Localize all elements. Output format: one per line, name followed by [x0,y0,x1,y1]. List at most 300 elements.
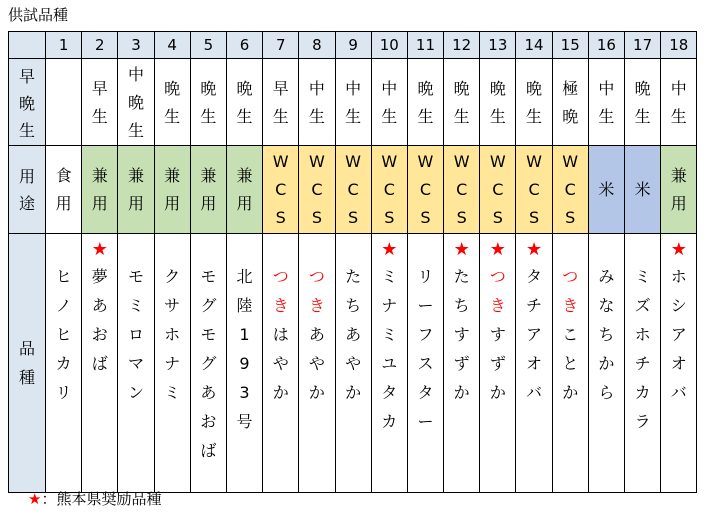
char: か [308,383,325,402]
variety-cell [407,234,443,493]
char: ミ [164,383,181,402]
column-number: 2 [82,32,118,59]
char: S [492,207,503,227]
maturity-label [273,73,289,131]
char: 兼 [127,165,144,185]
maturity-cell [190,59,226,146]
maturity-label [237,73,253,131]
char: カ [381,412,398,431]
char: 晩 [526,79,543,98]
char: 用 [18,166,35,186]
star-icon: ★ [453,239,470,260]
char: き [562,296,579,315]
use-cell [226,146,262,234]
char: バ [670,383,687,402]
star-icon [408,234,443,262]
char: 晩 [164,79,181,98]
maturity-cell [299,59,335,146]
maturity-label [490,73,506,131]
char: 生 [345,107,362,126]
char: 中 [345,79,362,98]
char: 兼 [91,165,108,185]
variety-name [490,262,506,407]
variety-cell [480,234,516,493]
char: き [308,296,325,315]
column-number: 9 [335,32,371,59]
char: 品 [18,339,35,358]
variety-name [309,262,325,407]
use-cell [335,146,371,234]
star-icon [625,234,660,262]
char: こ [562,325,579,344]
char: W [308,151,325,171]
char: み [598,267,615,286]
maturity-cell [661,59,697,146]
char: リ [417,267,434,286]
star-icon [263,234,298,262]
char: か [562,383,579,402]
char: 中 [127,65,144,84]
variety-cell [371,234,407,493]
variety-cell [335,234,371,493]
footnote-text: ：熊本県奨励品種 [41,490,162,508]
char: ロ [127,325,144,344]
use-cell [480,146,516,234]
char: 生 [18,120,35,140]
char: 生 [634,107,651,126]
char: オ [670,354,687,373]
char: ア [670,325,687,344]
char: ミ [634,267,651,286]
star-icon [191,234,226,262]
use-label [345,148,361,232]
char: か [345,383,362,402]
use-header-label [19,163,35,217]
char: す [453,325,470,344]
maturity-label [128,59,144,145]
maturity-label [345,73,361,131]
char: つ [272,267,289,286]
star-icon [589,234,624,262]
char: W [453,151,470,171]
column-number: 10 [371,32,407,59]
char: 晩 [453,79,470,98]
char: 極 [562,79,579,98]
char: S [565,207,576,227]
column-number: 11 [407,32,443,59]
variety-cell [588,234,624,493]
char: C [419,179,432,199]
star-icon [155,234,190,262]
star-icon: ★ [91,239,108,260]
star-icon: ★ [670,239,687,260]
maturity-label [454,73,470,131]
use-cell [588,146,624,234]
char: 米 [634,179,651,199]
maturity-label [200,73,216,131]
char: と [562,354,579,373]
char: カ [634,383,651,402]
use-cell [407,146,443,234]
char: や [345,354,362,373]
char: 用 [127,193,144,213]
char: 晩 [417,79,434,98]
maturity-cell [46,59,82,146]
char: チ [634,354,651,373]
char: ホ [634,325,651,344]
variety-cell [444,234,480,493]
use-header [9,146,46,234]
use-label [526,148,542,232]
maturity-label [635,73,651,131]
variety-row [9,234,697,493]
char: 晩 [18,93,35,113]
char: グ [200,296,217,315]
column-number: 8 [299,32,335,59]
char: 用 [55,193,72,213]
variety-cell [82,234,118,493]
variety-name [635,262,651,436]
char: ヒ [55,325,72,344]
char: ち [453,296,470,315]
char: あ [200,383,217,402]
char: オ [526,354,543,373]
char: 中 [308,79,325,98]
char: 生 [127,121,144,140]
char: や [308,354,325,373]
char: 早 [91,79,108,98]
char: 中 [598,79,615,98]
maturity-cell [588,59,624,146]
star-icon [336,234,371,262]
column-number: 15 [552,32,588,59]
char: W [272,151,289,171]
variety-cell [661,234,697,493]
use-label [200,162,216,218]
variety-name [345,262,361,407]
char: フ [417,325,434,344]
use-cell [625,146,661,234]
char: ク [164,267,181,286]
maturity-cell [82,59,118,146]
char: C [347,179,359,199]
star-icon: ★ [381,239,398,260]
footnote [28,489,161,509]
char: 兼 [236,165,253,185]
star-icon [553,234,588,262]
use-label [164,162,180,218]
char: 生 [598,107,615,126]
char: S [311,207,322,227]
use-label [490,148,506,232]
char: 兼 [200,165,217,185]
variety-cell [154,234,190,493]
char: 用 [236,193,253,213]
char: か [453,383,470,402]
char: 生 [489,107,506,126]
use-label [128,162,144,218]
use-row [9,146,697,234]
char: つ [562,267,579,286]
char: シ [670,296,687,315]
use-label [309,148,325,232]
maturity-label [671,73,687,131]
variety-name [562,262,578,407]
maturity-cell [226,59,262,146]
char: つ [489,267,506,286]
char: 食 [55,165,72,185]
char: モ [200,325,217,344]
char: カ [55,354,72,373]
maturity-label [164,73,180,131]
variety-name [237,262,253,436]
column-number: 14 [516,32,552,59]
maturity-label [598,73,614,131]
char: 晩 [236,79,253,98]
maturity-cell [154,59,190,146]
char: モ [127,267,144,286]
variety-cell [299,234,335,493]
column-number: 6 [226,32,262,59]
char: 生 [91,107,108,126]
use-cell [82,146,118,234]
char: ユ [381,354,398,373]
char: タ [417,383,434,402]
char: 兼 [670,165,687,185]
char: あ [345,325,362,344]
use-cell [444,146,480,234]
char: C [275,179,287,199]
maturity-cell [407,59,443,146]
char: S [528,207,540,227]
char: ラ [634,412,651,431]
char: ホ [164,325,181,344]
maturity-label [562,73,578,131]
char: S [348,207,359,227]
char: 晩 [489,79,506,98]
table-title: 供試品種 [8,6,69,24]
char: な [598,296,615,315]
variety-name [417,262,433,436]
char: 夢 [91,267,108,286]
variety-name [164,262,180,407]
char: き [489,296,506,315]
char: あ [91,296,108,315]
char: ホ [670,267,687,286]
char: 晩 [200,79,217,98]
use-cell [263,146,299,234]
variety-cell [263,234,299,493]
maturity-label [526,73,542,131]
column-number: 18 [661,32,697,59]
char: 生 [200,107,217,126]
use-label [381,148,397,232]
use-label [562,148,578,232]
use-label [671,162,687,218]
variety-name [671,262,687,407]
char: 生 [526,107,543,126]
char: サ [164,296,181,315]
star-icon [118,234,153,262]
char: 中 [670,79,687,98]
char: 晩 [562,107,579,126]
char: 1 [239,325,250,344]
char: 早 [272,79,289,98]
use-cell [154,146,190,234]
char: か [489,383,506,402]
variety-name [381,262,397,436]
use-cell [552,146,588,234]
char: は [272,325,289,344]
use-label [454,148,470,232]
maturity-cell [444,59,480,146]
star-icon: ★ [525,239,543,260]
char: 生 [236,107,253,126]
column-number: 17 [625,32,661,59]
variety-cell [552,234,588,493]
column-number: 4 [154,32,190,59]
char: 用 [200,193,217,213]
char: た [453,267,470,286]
maturity-header [9,59,46,146]
column-number: 1 [46,32,82,59]
column-number: 13 [480,32,516,59]
variety-name [273,262,289,407]
use-cell [118,146,154,234]
char: S [384,207,395,227]
char: 生 [164,107,181,126]
variety-header-label [19,334,35,392]
char: ば [200,441,217,460]
char: 中 [381,79,398,98]
char: W [562,151,579,171]
variety-cell [118,234,154,493]
variety-table [8,31,697,493]
maturity-cell [335,59,371,146]
char: 用 [670,193,687,213]
number-row [9,32,697,59]
variety-cell [190,234,226,493]
char: 途 [18,193,35,213]
char: す [489,325,506,344]
char: バ [526,383,543,402]
char: W [526,151,542,171]
char: ミ [127,296,144,315]
char: つ [308,267,325,286]
variety-name [56,262,72,407]
char: 種 [18,368,35,387]
maturity-label [417,73,433,131]
star-icon: ★ [489,239,506,260]
char: モ [200,267,217,286]
column-number: 16 [588,32,624,59]
char: C [456,179,468,199]
char: 陸 [236,296,253,315]
use-cell [516,146,552,234]
column-number: 5 [190,32,226,59]
char: マ [127,354,144,373]
variety-name [598,262,614,407]
char: C [564,179,576,199]
maturity-row [9,59,697,146]
char: ヒ [55,267,72,286]
maturity-label [92,73,108,131]
use-label [237,162,253,218]
use-label [273,148,289,232]
char: S [420,207,431,227]
variety-cell [46,234,82,493]
char: C [492,179,504,199]
maturity-cell [263,59,299,146]
char: W [417,151,434,171]
column-number: 3 [118,32,154,59]
char: ス [417,354,434,373]
variety-name [200,262,216,465]
use-label [56,162,72,218]
use-label [418,148,434,232]
star-icon [46,234,81,262]
char: 用 [91,193,108,213]
char: 用 [164,193,181,213]
char: ナ [381,296,398,315]
char: ら [598,383,615,402]
char: ー [417,296,434,315]
variety-name [92,262,108,378]
char: C [528,179,540,199]
use-label [92,162,108,218]
char: ー [417,412,434,431]
char: 生 [272,107,289,126]
use-cell [46,146,82,234]
star-icon [299,234,334,262]
char: W [489,151,506,171]
maturity-cell [625,59,661,146]
use-label [635,176,651,204]
maturity-cell [516,59,552,146]
char: お [91,325,108,344]
char: ず [453,354,470,373]
variety-header [9,234,46,493]
char: 生 [381,107,398,126]
char: 北 [236,267,253,286]
char: 晩 [634,79,651,98]
maturity-label [381,73,397,131]
char: ミ [381,325,398,344]
char: W [345,151,361,171]
char: 晩 [127,93,144,112]
char: C [311,179,323,199]
variety-cell [516,234,552,493]
maturity-cell [552,59,588,146]
char: S [275,207,286,227]
variety-cell [226,234,262,493]
char: 兼 [164,165,181,185]
char: ち [598,325,615,344]
char: ン [127,383,144,402]
column-number: 7 [263,32,299,59]
variety-name [526,262,542,407]
char: リ [55,383,72,402]
char: 9 [239,354,250,373]
char: 号 [236,412,253,431]
star-icon: ★ [28,490,42,508]
maturity-cell [118,59,154,146]
char: お [200,412,217,431]
maturity-label [309,73,325,131]
char: 3 [239,383,250,402]
use-cell [661,146,697,234]
char: 早 [18,66,35,86]
